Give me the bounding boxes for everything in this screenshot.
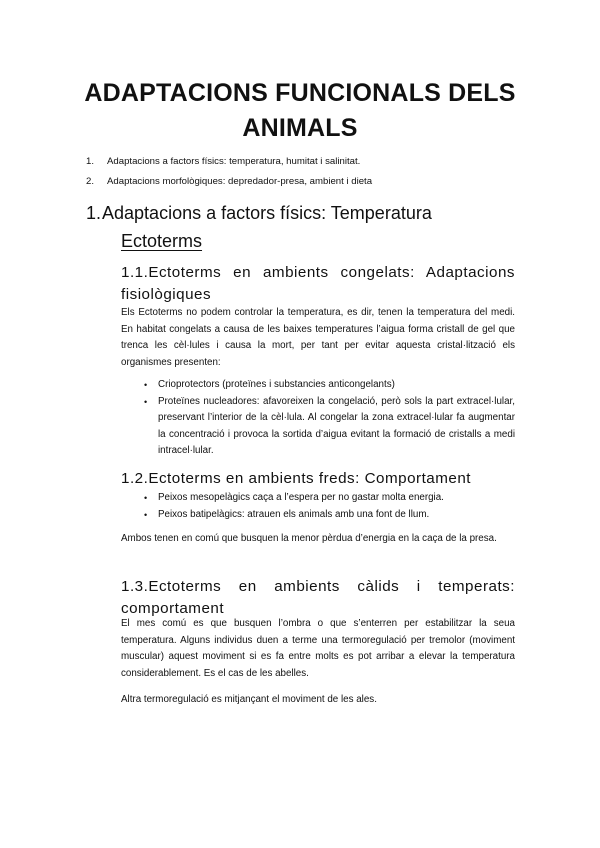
list-item: [144, 507, 515, 524]
subsection-1-2-bullet-list: [144, 490, 515, 523]
section-1-title: Adaptacions a factors físics: Temperatura: [102, 203, 432, 223]
list-item-text: Crioprotectors (proteïnes i substancies anticongelants): [158, 379, 395, 390]
bullet-icon: •: [144, 380, 148, 390]
section-1-number: 1.: [86, 203, 102, 223]
bullet-icon: •: [144, 509, 148, 520]
list-item-text: Peixos batipelàgics: atrauen els animals amb una font de llum.: [158, 508, 430, 520]
document-title: [60, 76, 540, 146]
toc-number: 2.: [86, 176, 95, 187]
toc-number: 1.: [86, 156, 95, 167]
subsection-1-1-heading: 1.1.Ectoterms en ambients congelats: Adaptacions fisiològiques: [121, 264, 515, 303]
list-item: [144, 394, 515, 460]
list-item-text: Peixos mesopelàgics caça a l’espera per no gastar molta energia.: [158, 492, 444, 503]
subsection-1-3-paragraph-2: Altra termoregulació es mitjançant el moviment de les ales.: [121, 694, 377, 705]
toc-text: Adaptacions morfològiques: depredador-presa, ambient i dieta: [107, 176, 373, 187]
title-line-1: ADAPTACIONS FUNCIONALS DELS: [84, 79, 516, 107]
subsection-1-2-paragraph: Ambos tenen en comú que busquen la menor pèrdua d’energia en la caça de la presa.: [121, 533, 497, 544]
ectoterms-subtitle: Ectoterms: [121, 231, 203, 251]
subsection-1-3-paragraph-1: El mes comú es que busquen l’ombra o que s’enterren per estabilitzar la seua temperatura. Alguns individus duen a terme una termoregulació per tremolor (moviment muscular) aquest moviment si es fa entre molts es pot arribar a elevar la temperatura considerablement. Es el cas de les abelles.: [121, 618, 515, 679]
bullet-icon: •: [144, 493, 148, 503]
list-item: [144, 490, 515, 507]
table-of-contents: [86, 152, 372, 192]
subsection-1-2-heading: 1.2.Ectoterms en ambients freds: Comportament: [121, 470, 472, 487]
toc-item: [86, 172, 372, 192]
subsection-1-1-bullet-list: [144, 377, 515, 460]
list-item: [144, 377, 515, 394]
toc-item: [86, 152, 372, 172]
subsection-1-1-paragraph: Els Ectoterms no podem controlar la temperatura, es dir, tenen la temperatura del medi. En habitat congelats a causa de les baixes temperatures l’aigua forma cristall de gel que trenca les cèl·lules i causa la mort, per tant per evitar aquesta cristal·lització els organismes presenten:: [121, 307, 515, 368]
bullet-icon: •: [144, 396, 148, 407]
list-item-text: Proteïnes nucleadores: afavoreixen la congelació, però sols la part extracel·lular, preservant l’interior de la cèl·lula. Al congelar la zona extracel·lular fa augmentar la concentració i provoca la sortida d’aigua evitant la formació de cristalls a medi intracel·lular.: [158, 395, 515, 456]
title-line-2: ANIMALS: [242, 114, 358, 142]
toc-text: Adaptacions a factors físics: temperatura, humitat i salinitat.: [107, 156, 361, 167]
subsection-1-3-heading: 1.3.Ectoterms en ambients càlids i temperats: comportament: [121, 578, 515, 617]
section-1-heading: [86, 200, 432, 226]
